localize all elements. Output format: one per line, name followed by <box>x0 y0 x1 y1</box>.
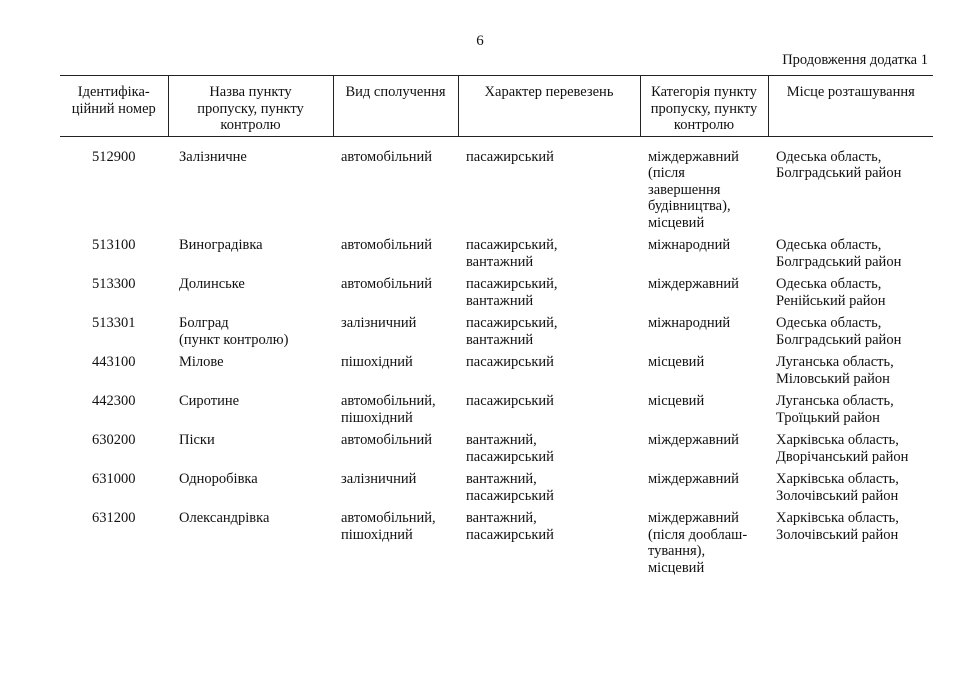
table-row <box>60 276 933 315</box>
cell-character: пасажирський, вантажний <box>466 237 558 270</box>
cell-category: місцевий <box>648 393 705 409</box>
cell-id: 442300 <box>92 393 136 409</box>
cell-mode: автомобільний, пішохідний <box>341 510 436 543</box>
cell-mode: автомобільний <box>341 237 433 253</box>
table-row <box>60 471 933 510</box>
cell-name: Сиротине <box>179 393 240 409</box>
cell-character: вантажний, пасажирський <box>466 471 554 504</box>
table-row <box>60 510 933 582</box>
table-row <box>60 432 933 471</box>
cell-name: Виноградівка <box>179 237 263 253</box>
cell-category: міжнародний <box>648 237 731 253</box>
cell-location: Харківська область, Дворічанський район <box>776 432 909 465</box>
cell-mode: залізничний <box>341 315 417 331</box>
cell-location: Луганська область, Троїцький район <box>776 393 894 426</box>
cell-name: Мілове <box>179 354 224 370</box>
header-character: Характер перевезень <box>458 76 640 137</box>
cell-location: Одеська область, Болградський район <box>776 237 902 270</box>
header-location: Місце розташування <box>768 76 933 137</box>
cell-name: Олександрівка <box>179 510 270 526</box>
cell-character: пасажирський <box>466 148 554 165</box>
cell-name: Болград (пункт контролю) <box>179 315 289 348</box>
table-header <box>60 76 933 137</box>
cell-character: пасажирський <box>466 393 554 409</box>
table-body <box>60 136 933 582</box>
cell-id: 513100 <box>92 237 136 253</box>
checkpoints-table <box>60 75 933 582</box>
cell-category: міждержавний <box>648 276 739 292</box>
table-row <box>60 315 933 354</box>
header-name: Назва пункту пропуску, пункту контролю <box>168 76 333 137</box>
cell-location: Харківська область, Золочівський район <box>776 471 899 504</box>
table-row <box>60 393 933 432</box>
cell-name: Піски <box>179 432 215 448</box>
cell-id: 513300 <box>92 276 136 292</box>
cell-name: Долинське <box>179 276 245 292</box>
cell-mode: автомобільний, пішохідний <box>341 393 436 426</box>
cell-mode: пішохідний <box>341 354 413 370</box>
table-row <box>60 354 933 393</box>
cell-category: місцевий <box>648 354 705 370</box>
page-number: 6 <box>476 33 484 49</box>
cell-id: 513301 <box>92 315 136 331</box>
cell-id: 443100 <box>92 354 136 370</box>
cell-mode: автомобільний <box>341 276 433 292</box>
table-row <box>60 136 933 237</box>
header-category: Категорія пункту пропуску, пункту контролю <box>640 76 768 137</box>
cell-character: вантажний, пасажирський <box>466 510 554 543</box>
cell-id: 631200 <box>92 510 136 526</box>
cell-location: Луганська область, Міловський район <box>776 354 894 387</box>
cell-character: пасажирський, вантажний <box>466 315 558 348</box>
continuation-label: Продовження додатка 1 <box>782 52 928 68</box>
cell-location: Харківська область, Золочівський район <box>776 510 899 543</box>
cell-category: міждержавний (після дооблаш- тування), місцевий <box>648 510 748 576</box>
cell-character: вантажний, пасажирський <box>466 432 554 465</box>
table-row <box>60 237 933 276</box>
header-mode: Вид сполучення <box>333 76 458 137</box>
cell-category: міждержавний <box>648 471 739 487</box>
cell-mode: автомобільний <box>341 432 433 448</box>
cell-name: Залізничне <box>179 148 247 165</box>
cell-mode: автомобільний <box>341 148 433 165</box>
header-id: Ідентифіка- ційний номер <box>60 76 168 137</box>
cell-category: міждержавний (після завершення будівництва), місцевий <box>648 148 739 231</box>
cell-name: Одноробівка <box>179 471 258 487</box>
cell-character: пасажирський <box>466 354 554 370</box>
cell-location: Одеська область, Болградський район <box>776 148 902 181</box>
cell-id: 631000 <box>92 471 136 487</box>
cell-mode: залізничний <box>341 471 417 487</box>
cell-location: Одеська область, Ренійський район <box>776 276 886 309</box>
cell-id: 512900 <box>92 148 136 165</box>
cell-id: 630200 <box>92 432 136 448</box>
cell-category: міжнародний <box>648 315 731 331</box>
cell-location: Одеська область, Болградський район <box>776 315 902 348</box>
cell-character: пасажирський, вантажний <box>466 276 558 309</box>
cell-category: міждержавний <box>648 432 739 448</box>
